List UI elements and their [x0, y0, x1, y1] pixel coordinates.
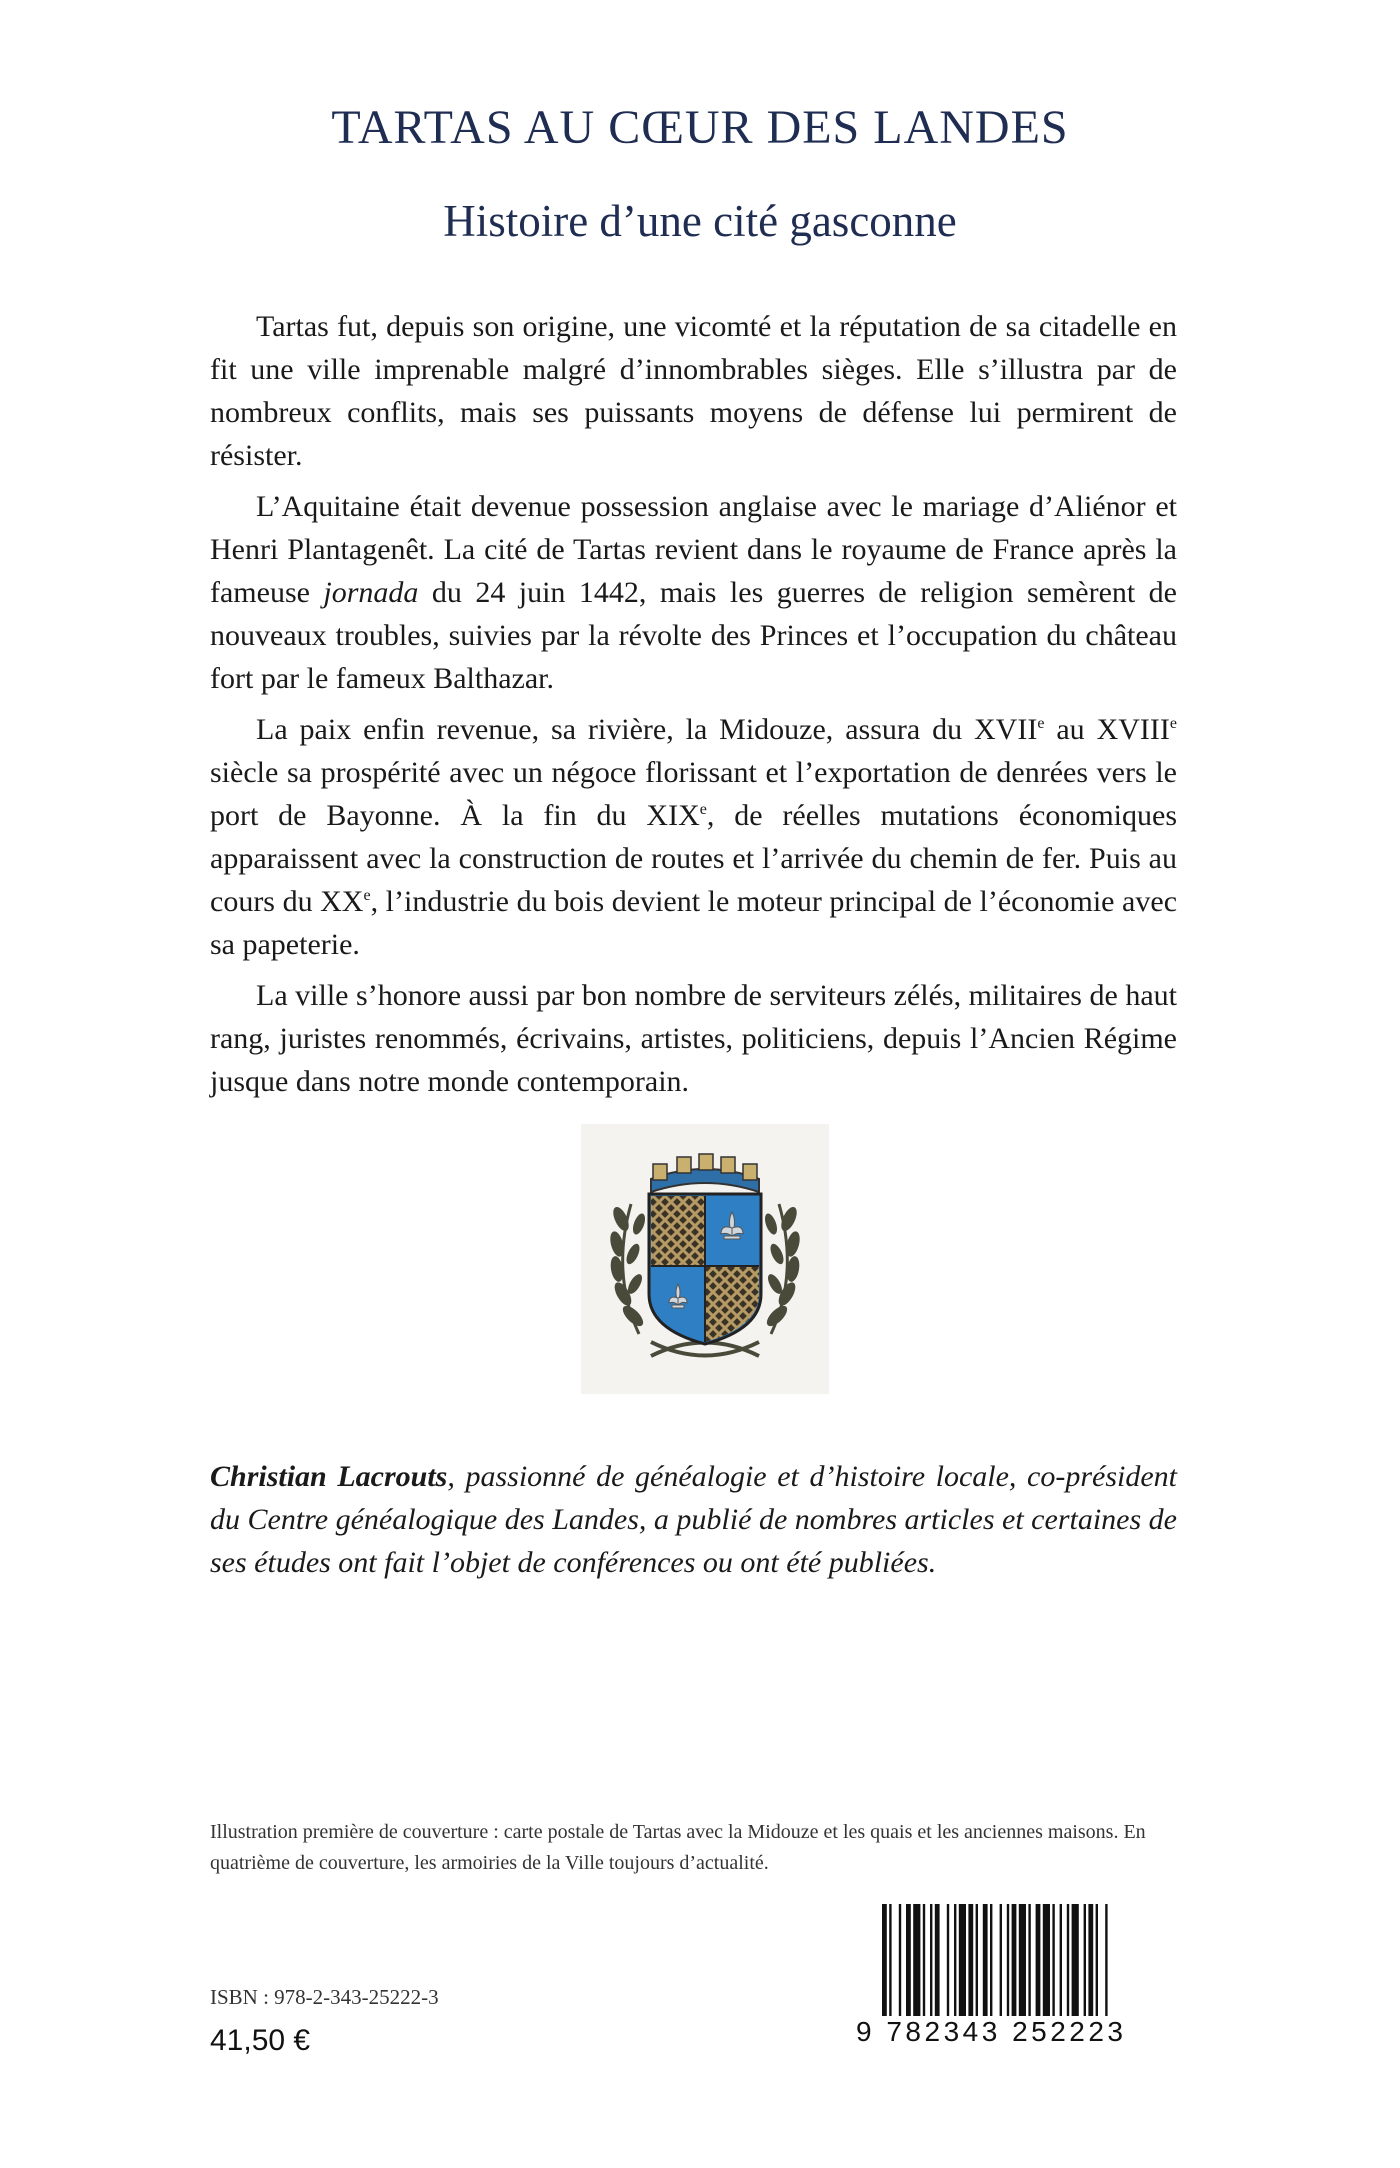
superscript: e: [1169, 715, 1177, 732]
barcode-bar: [935, 1904, 940, 2016]
barcode-bar: [959, 1904, 966, 2016]
mural-crown-icon: [651, 1154, 759, 1192]
blurb-paragraph-1: Tartas fut, depuis son origine, une vicomté et la réputation de sa citadelle en fit une ville imprenable malgré d’innombrables sièges. Elle s’illustra par de nombreux conflits, mais ses puissants moyens de défense lui permirent de résister.: [210, 310, 1177, 472]
author-bio: [210, 1455, 1177, 1584]
barcode-bar: [1007, 1904, 1009, 2016]
coat-of-arms: [581, 1124, 829, 1394]
barcode-bar: [954, 1904, 956, 2016]
barcode-bar: [1019, 1904, 1026, 2016]
superscript: e: [699, 801, 707, 818]
blurb-paragraph-3: [210, 708, 1177, 966]
barcode-bar: [1096, 1904, 1098, 2016]
barcode-bar: [1043, 1904, 1050, 2016]
coat-of-arms-icon: [581, 1124, 829, 1394]
barcode-bar: [1036, 1904, 1041, 2016]
text-span: siècle sa prospérité avec un négoce florissant et l’exportation de denrées vers le port de Bayonne. À la fin du XIX: [210, 756, 1177, 832]
text-span: du 24 juin 1442, mais les guerres de religion semèrent de nouveaux troubles, suivies par la révolte des Princes et l’occupation du château fort par le fameux Balthazar.: [210, 576, 1177, 695]
text-span: La paix enfin revenue, sa rivière, la Midouze, assura du XVII: [256, 713, 1038, 746]
superscript: e: [363, 887, 371, 904]
barcode-bar: [1072, 1904, 1079, 2016]
shield-icon: [649, 1194, 761, 1344]
barcode-bar: [947, 1904, 949, 2016]
text-span: , l’industrie du bois devient le moteur principal de l’économie avec sa papeterie.: [210, 885, 1178, 961]
superscript: e: [1037, 715, 1045, 732]
barcode-bar: [899, 1904, 901, 2016]
illustration-credit: Illustration première de couverture : carte postale de Tartas avec la Midouze et les quais et les anciennes maisons. En quatrième de couverture, les armoiries de la Ville toujours d’actualité.: [210, 1821, 1146, 1874]
barcode-bar: [1060, 1904, 1062, 2016]
barcode-digits: 9 782343 252223: [856, 2016, 1127, 2047]
author-description: , passionné de généalogie et d’histoire locale, co-président du Centre généalogique des Landes, a publié de nombres articles et certaines de ses études ont fait l’objet de conférences ou ont été publiées.: [210, 1460, 1177, 1579]
barcode-bar: [1052, 1904, 1054, 2016]
text-span: , de réelles mutations économiques apparaissent avec la construction de routes et l’arrivée du chemin de fer. Puis au cours du XX: [210, 799, 1178, 918]
blurb-paragraph-4: La ville s’honore aussi par bon nombre de serviteurs zélés, militaires de haut rang, juristes renommés, écrivains, artistes, politiciens, depuis l’Ancien Régime jusque dans notre monde contemporain.: [210, 979, 1177, 1098]
text-span: au XVIII: [1044, 713, 1170, 746]
book-subtitle: Histoire d’une cité gasconne: [443, 196, 957, 246]
barcode-bar: [990, 1904, 992, 2016]
barcode-bar: [1084, 1904, 1086, 2016]
barcode-bar: [976, 1904, 978, 2016]
barcode-bar: [882, 1904, 887, 2016]
book-title: TARTAS AU CŒUR DES LANDES: [331, 101, 1069, 154]
author-name: Christian Lacrouts: [210, 1460, 448, 1493]
barcode-bar: [913, 1904, 920, 2016]
emphasis-jornada: jornada: [323, 576, 419, 609]
barcode-bar: [1067, 1904, 1069, 2016]
price: 41,50 €: [210, 2024, 311, 2057]
barcode-bar: [930, 1904, 932, 2016]
barcode-bar: [889, 1904, 891, 2016]
blurb-paragraph-2: [210, 485, 1177, 700]
barcode-bar: [968, 1904, 973, 2016]
text-span: L’Aquitaine était devenue possession anglaise avec le mariage d’Aliénor et Henri Plantagenêt. La cité de Tartas revient dans le royaume de France après la fameuse: [210, 490, 1177, 609]
barcode: [882, 1904, 1178, 2016]
barcode-bar: [1105, 1904, 1107, 2016]
barcode-bar: [906, 1904, 911, 2016]
laurel-branch-right-icon: [763, 1204, 803, 1334]
barcode-bar: [1088, 1904, 1093, 2016]
barcode-bar: [923, 1904, 925, 2016]
blurb: [210, 305, 1177, 1111]
laurel-branch-left-icon: [608, 1204, 648, 1334]
isbn: ISBN : 978-2-343-25222-3: [210, 1985, 439, 2009]
barcode-bar: [1028, 1904, 1030, 2016]
barcode-bar: [1000, 1904, 1002, 2016]
barcode-bar: [983, 1904, 988, 2016]
barcode-bar: [1012, 1904, 1017, 2016]
